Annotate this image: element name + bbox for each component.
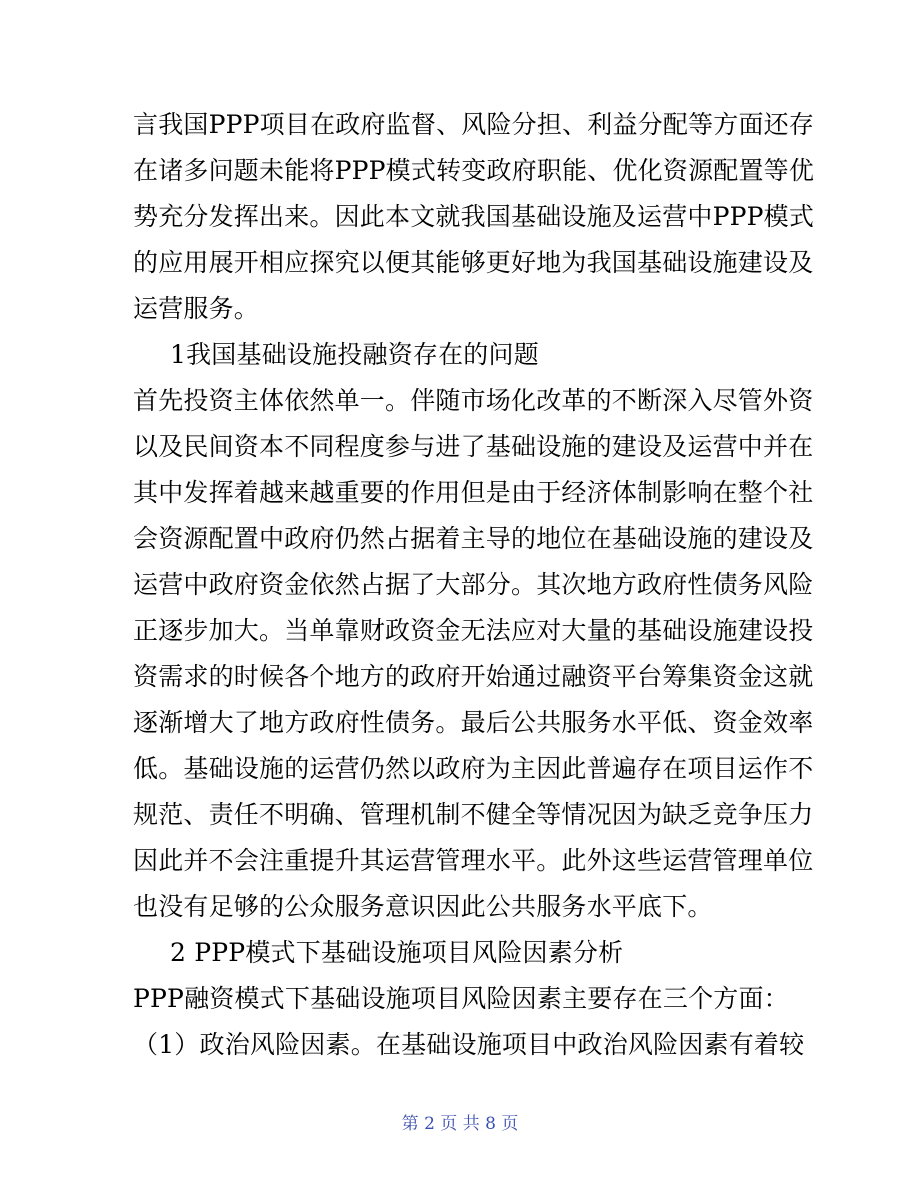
text-line: PPP融资模式下基础设施项目风险因素主要存在三个方面： (133, 984, 789, 1013)
text-line: 正逐步加大。当单靠财政资金无法应对大量的基础设施建设投 (133, 616, 814, 645)
text-line: 逐渐增大了地方政府性债务。最后公共服务水平低、资金效率 (133, 708, 814, 737)
text-line: 运营服务。 (133, 294, 260, 323)
text-line: 规范、责任不明确、管理机制不健全等情况因为缺乏竞争压力 (133, 800, 814, 829)
text-line: 会资源配置中政府仍然占据着主导的地位在基础设施的建设及 (133, 524, 814, 553)
text-line: 资需求的时候各个地方的政府开始通过融资平台筹集资金这就 (133, 662, 814, 691)
text-line: 以及民间资本不同程度参与进了基础设施的建设及运营中并在 (133, 432, 814, 461)
text-line: 因此并不会注重提升其运营管理水平。此外这些运营管理单位 (133, 846, 814, 875)
text-line: 的应用展开相应探究以便其能够更好地为我国基础设施建设及 (133, 248, 814, 277)
document-body (133, 102, 815, 1068)
page-number-footer: 第 2 页 共 8 页 (401, 1114, 519, 1134)
text-line: 低。基础设施的运营仍然以政府为主因此普遍存在项目运作不 (133, 754, 814, 783)
text-line: 言我国PPP项目在政府监督、风险分担、利益分配等方面还存 (133, 110, 815, 139)
text-line: （1）政治风险因素。在基础设施项目中政治风险因素有着较 (133, 1030, 805, 1059)
text-line: 运营中政府资金依然占据了大部分。其次地方政府性债务风险 (133, 570, 814, 599)
section-heading: 1我国基础设施投融资存在的问题 (170, 340, 539, 369)
section-heading: 2 PPP模式下基础设施项目风险因素分析 (170, 938, 624, 967)
text-line: 势充分发挥出来。因此本文就我国基础设施及运营中PPP模式 (133, 202, 815, 231)
text-line: 首先投资主体依然单一。伴随市场化改革的不断深入尽管外资 (133, 386, 814, 415)
text-line: 在诸多问题未能将PPP模式转变政府职能、优化资源配置等优 (133, 156, 815, 185)
text-line: 其中发挥着越来越重要的作用但是由于经济体制影响在整个社 (133, 478, 814, 507)
text-line: 也没有足够的公众服务意识因此公共服务水平底下。 (133, 892, 713, 921)
